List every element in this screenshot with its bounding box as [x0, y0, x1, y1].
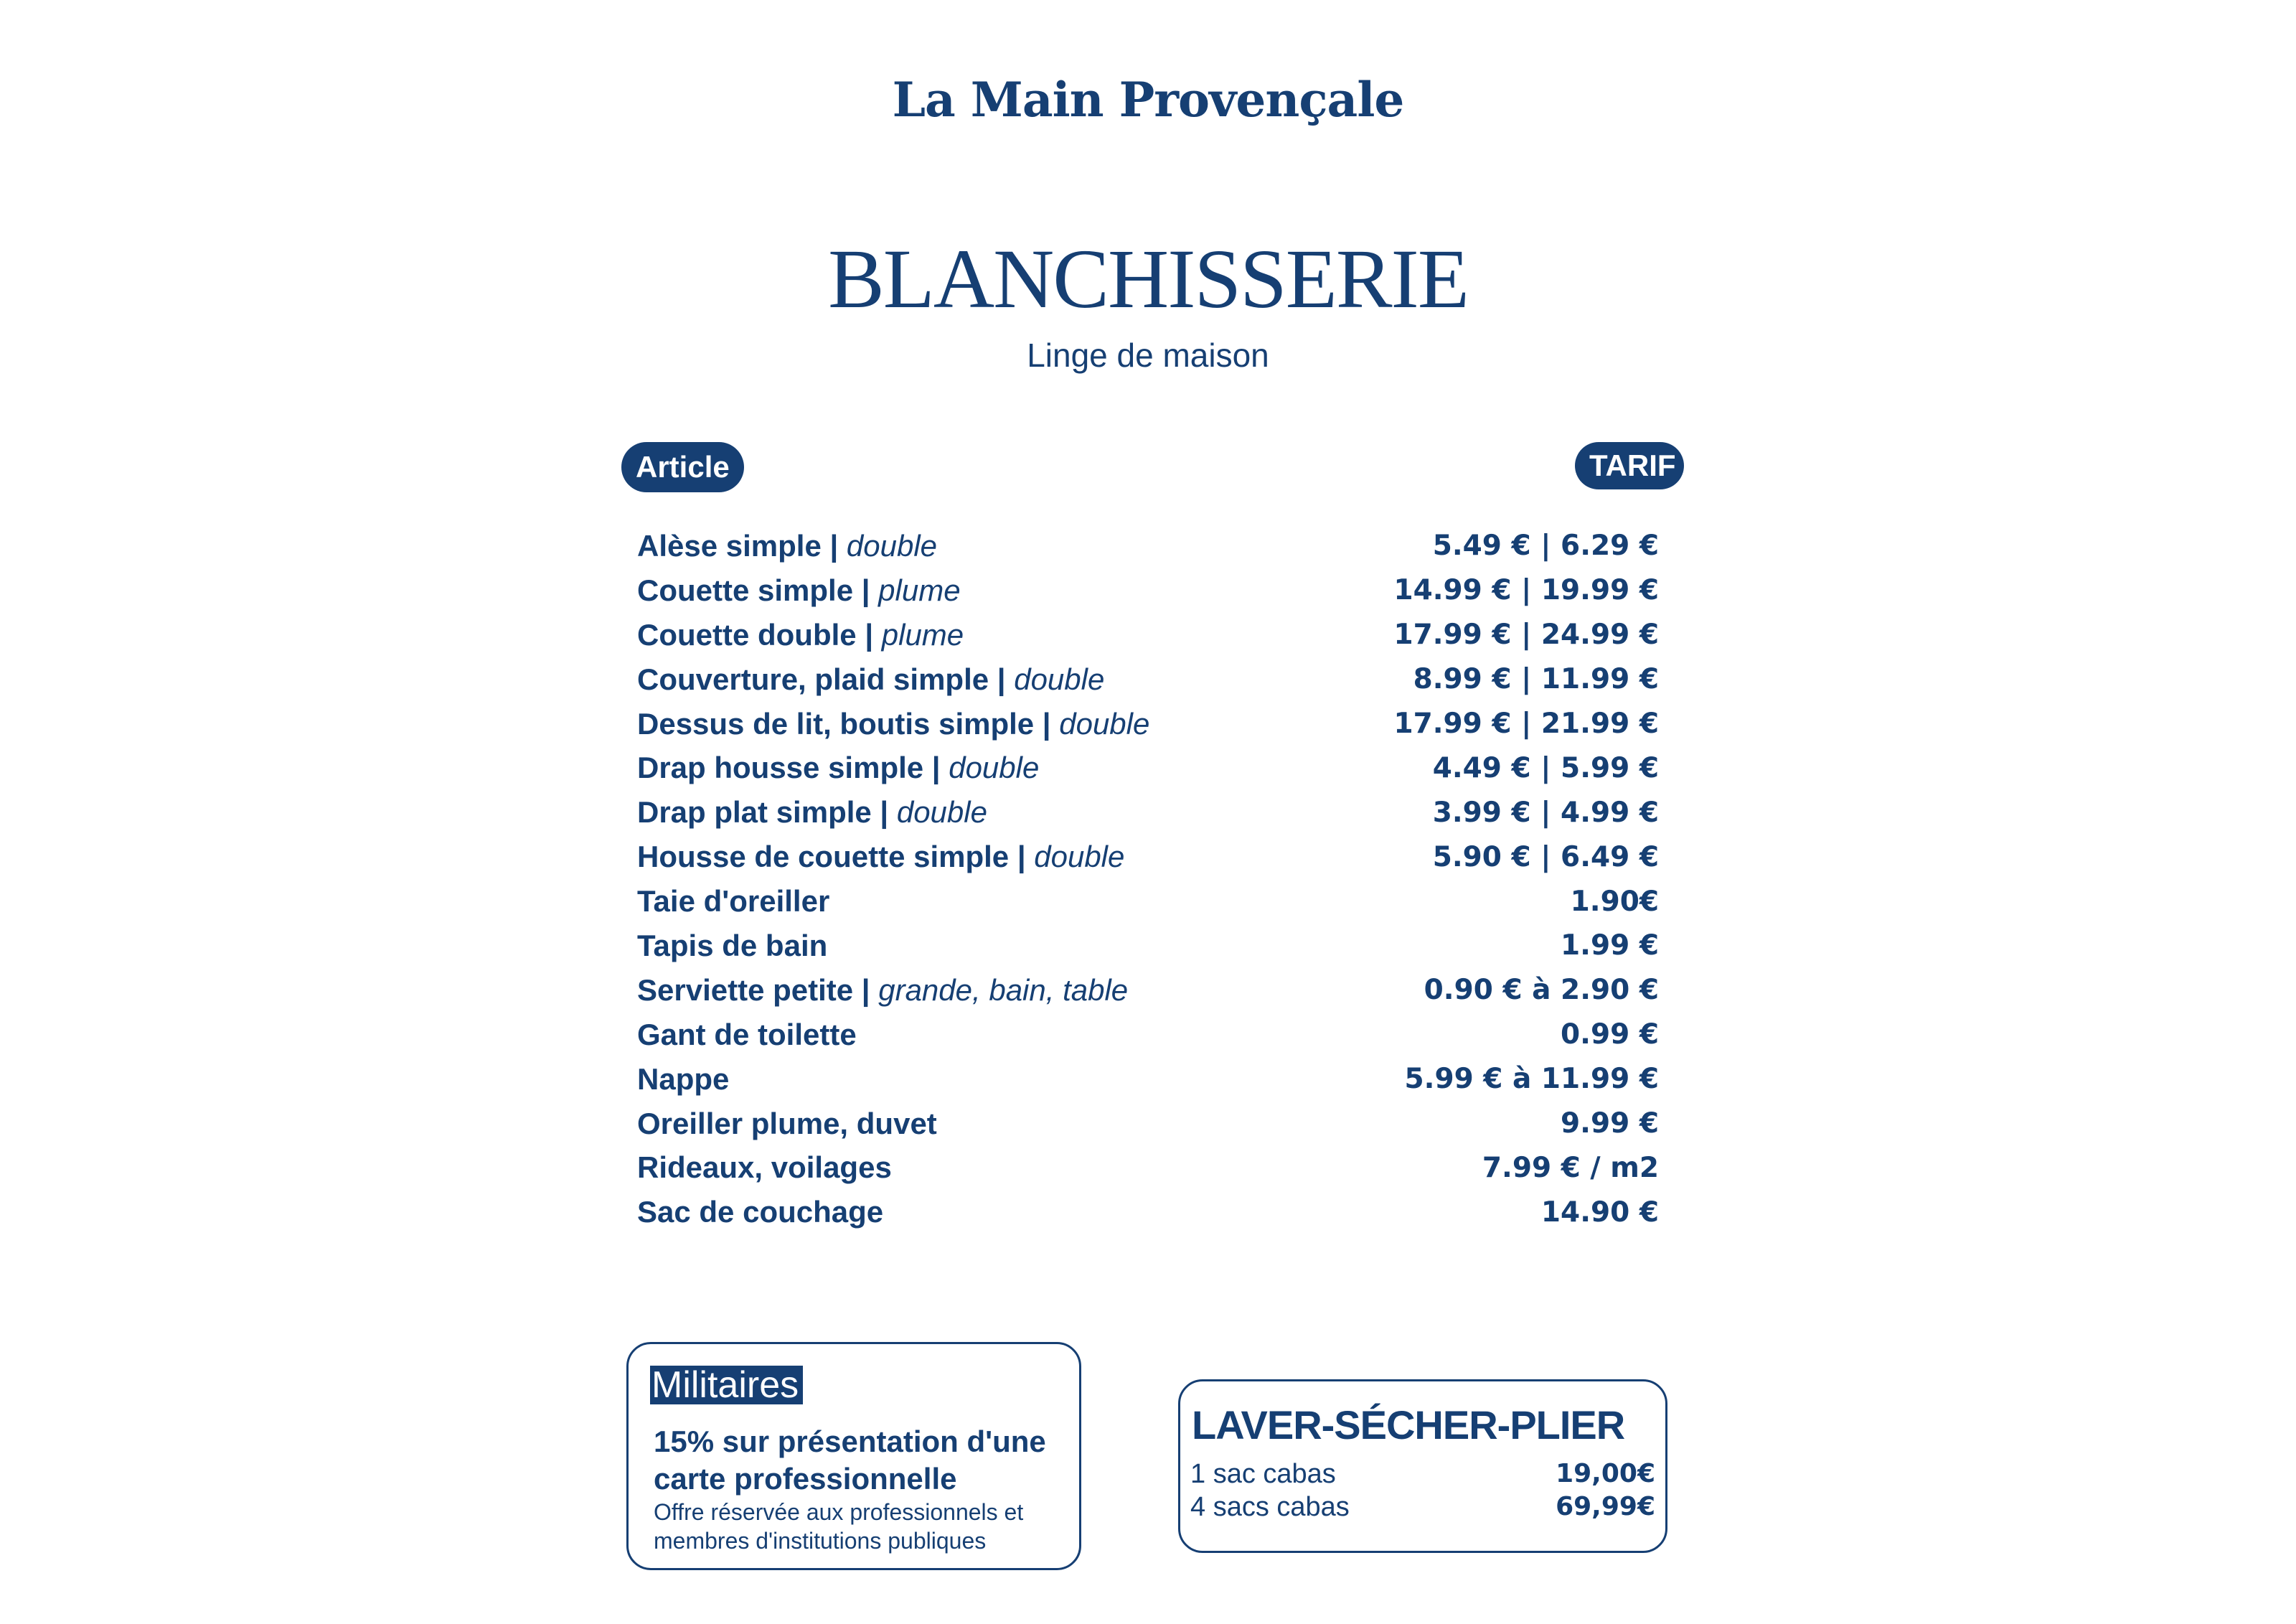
column-header-tarif: TARIF	[1575, 442, 1684, 489]
item-price: 5.99 € à 11.99 €	[1404, 1063, 1659, 1096]
item-name: Sac de couchage	[637, 1195, 884, 1229]
item-name: Housse de couette simple | double	[637, 840, 1125, 874]
column-header-article: Article	[621, 442, 744, 492]
item-price: 7.99 € / m2	[1482, 1151, 1659, 1184]
item-price: 1.99 €	[1561, 929, 1659, 962]
price-row	[637, 702, 1659, 746]
price-row	[637, 1190, 1659, 1234]
militaires-note: Offre réservée aux professionnels et membres d'institutions publiques	[654, 1499, 1024, 1554]
laver-secher-plier-title: LAVER-SÉCHER-PLIER	[1192, 1402, 1625, 1447]
item-name: Dessus de lit, boutis simple | double	[637, 706, 1150, 741]
item-name: Serviette petite | grande, bain, table	[637, 972, 1129, 1007]
item-price: 5.49 € | 6.29 €	[1432, 530, 1659, 563]
item-name: Taie d'oreiller	[637, 884, 830, 919]
militaires-offer-box	[626, 1342, 1081, 1570]
price-row	[637, 1102, 1659, 1146]
page-subtitle: Linge de maison	[1027, 337, 1269, 374]
price-row	[637, 879, 1659, 924]
militaires-tag: Militaires	[650, 1366, 803, 1404]
price-row	[637, 613, 1659, 657]
price-row	[637, 568, 1659, 613]
price-row	[637, 968, 1659, 1013]
laver-row-label: 4 sacs cabas	[1190, 1492, 1350, 1522]
item-name: Drap plat simple | double	[637, 795, 987, 830]
item-name: Nappe	[637, 1061, 730, 1096]
price-row	[637, 1013, 1659, 1057]
item-name: Tapis de bain	[637, 928, 828, 962]
price-row	[637, 1145, 1659, 1190]
item-price: 3.99 € | 4.99 €	[1432, 796, 1659, 829]
laver-row	[1190, 1459, 1655, 1490]
item-name: Alèse simple | double	[637, 528, 938, 563]
item-price: 17.99 € | 21.99 €	[1393, 708, 1659, 740]
item-price: 17.99 € | 24.99 €	[1393, 619, 1659, 652]
item-price: 14.90 €	[1540, 1196, 1659, 1229]
price-row	[637, 835, 1659, 879]
item-name: Rideaux, voilages	[637, 1150, 892, 1185]
price-row	[637, 790, 1659, 835]
item-price: 4.49 € | 5.99 €	[1432, 751, 1659, 784]
price-list	[637, 524, 1659, 1234]
price-row	[637, 924, 1659, 968]
item-price: 5.90 € | 6.49 €	[1432, 840, 1659, 873]
brand-logo: La Main Provençale	[892, 72, 1404, 128]
price-row	[637, 746, 1659, 790]
laver-row-label: 1 sac cabas	[1190, 1459, 1336, 1489]
militaires-offer-text: 15% sur présentation d'une carte professionnelle	[654, 1424, 1046, 1496]
item-name: Drap housse simple | double	[637, 751, 1040, 785]
item-price: 14.99 € | 19.99 €	[1393, 574, 1659, 607]
item-price: 0.90 € à 2.90 €	[1424, 974, 1659, 1007]
item-name: Couette simple | plume	[637, 573, 961, 607]
laver-row-price: 19,00€	[1556, 1459, 1655, 1488]
laver-row	[1190, 1492, 1655, 1523]
laver-row-price: 69,99€	[1556, 1492, 1655, 1521]
laver-secher-plier-box	[1178, 1379, 1667, 1553]
price-row	[637, 1057, 1659, 1102]
price-row	[637, 524, 1659, 568]
price-row	[637, 657, 1659, 702]
item-name: Couette double | plume	[637, 617, 964, 652]
page-title: BLANCHISSERIE	[828, 232, 1468, 326]
item-price: 0.99 €	[1561, 1018, 1659, 1051]
item-name: Couverture, plaid simple | double	[637, 662, 1105, 696]
item-price: 1.90€	[1570, 885, 1659, 918]
item-name: Oreiller plume, duvet	[637, 1106, 937, 1140]
item-price: 8.99 € | 11.99 €	[1413, 663, 1659, 696]
item-price: 9.99 €	[1561, 1107, 1659, 1140]
item-name: Gant de toilette	[637, 1017, 857, 1051]
